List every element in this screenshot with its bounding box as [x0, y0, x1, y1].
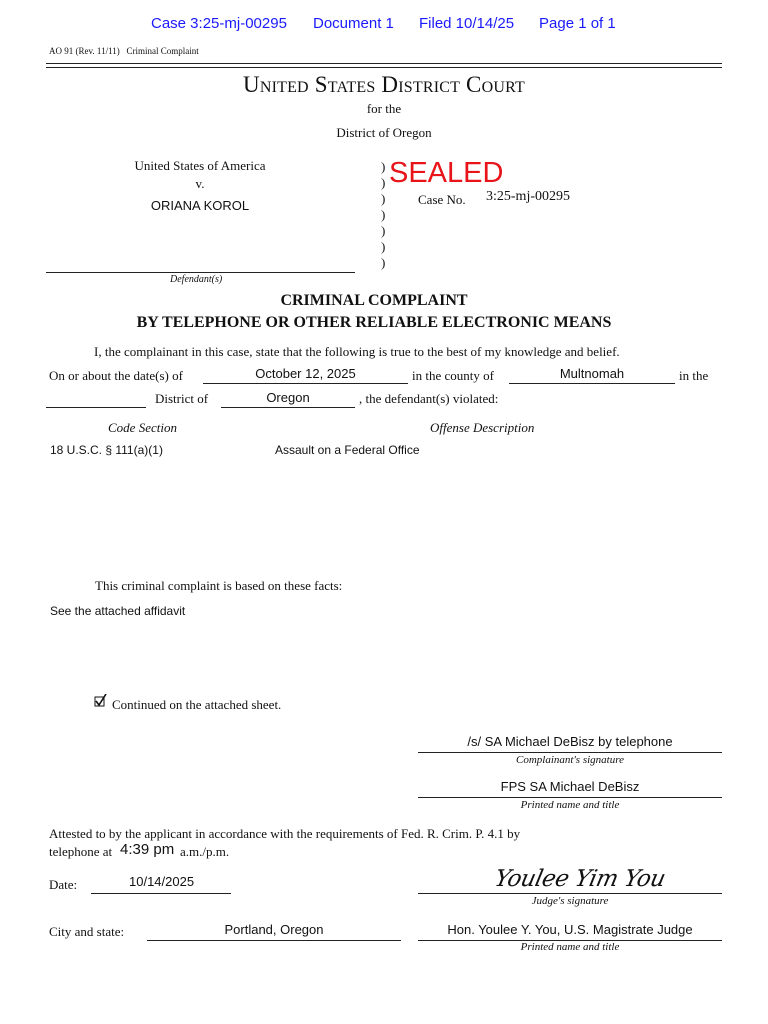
facts-label: This criminal complaint is based on these facts:	[95, 578, 343, 593]
judge-signature-label: Judge's signature	[531, 895, 609, 907]
in-the-label: in the	[679, 368, 709, 383]
header-document: Document 1	[313, 15, 394, 32]
offense-description-value: Assault on a Federal Office	[275, 443, 420, 457]
offense-date-line	[203, 383, 408, 384]
on-about-label: On or about the date(s) of	[49, 368, 183, 383]
caption-paren: )	[381, 207, 386, 222]
date-value: 10/14/2025	[129, 874, 195, 889]
case-no-label: Case No.	[418, 192, 466, 207]
checkbox-checked-icon[interactable]	[94, 694, 108, 708]
county: Multnomah	[559, 366, 625, 381]
complainant-name: FPS SA Michael DeBisz	[500, 779, 640, 794]
city-value: Portland, Oregon	[224, 922, 324, 937]
court-for: for the	[366, 101, 402, 116]
court-district: District of Oregon	[336, 125, 432, 140]
defendant-line	[46, 272, 355, 273]
facts-text: See the attached affidavit	[50, 604, 186, 618]
blank-line	[46, 407, 146, 408]
caption-paren: )	[381, 175, 386, 190]
code-section-header: Code Section	[108, 420, 177, 435]
attest-prefix: telephone at	[49, 844, 113, 859]
header-case: Case 3:25-mj-00295	[151, 15, 287, 32]
judge-name: Hon. Youlee Y. You, U.S. Magistrate Judge	[447, 922, 693, 937]
caption-paren: )	[381, 159, 386, 174]
header-page: Page 1 of 1	[539, 15, 616, 32]
case-no: 3:25-mj-00295	[486, 189, 570, 204]
complainant-name-line	[418, 797, 722, 798]
district-of-label: District of	[155, 391, 209, 406]
sealed-stamp: SEALED	[389, 157, 504, 189]
date-label: Date:	[49, 877, 78, 892]
intro-statement: I, the complainant in this case, state that the following is true to the best of my knowledge and belief.	[94, 344, 620, 359]
caption-paren: )	[381, 223, 386, 238]
title-line-1: CRIMINAL COMPLAINT	[280, 292, 468, 309]
district-field: Oregon	[266, 390, 310, 405]
offense-date: October 12, 2025	[255, 366, 356, 381]
court-title: United States District Court	[243, 72, 525, 97]
title-line-2: BY TELEPHONE OR OTHER RELIABLE ELECTRONIC MEANS	[136, 314, 612, 331]
violated-label: , the defendant(s) violated:	[359, 391, 499, 406]
plaintiff: United States of America	[134, 158, 266, 173]
caption-paren: )	[381, 191, 386, 206]
judge-name-label: Printed name and title	[520, 941, 620, 953]
form-id: AO 91 (Rev. 11/11) Criminal Complaint	[49, 46, 199, 56]
rule-top-1	[46, 63, 722, 64]
defendant-label: Defendant(s)	[170, 274, 223, 285]
city-line	[147, 940, 401, 941]
attest-line-1: Attested to by the applicant in accordance with the requirements of Fed. R. Crim. P. 4.1 by	[49, 826, 521, 841]
judge-signature-line	[418, 893, 722, 894]
caption-paren: )	[381, 239, 386, 254]
offense-description-header: Offense Description	[430, 420, 535, 435]
county-line	[509, 383, 675, 384]
caption-paren: )	[381, 255, 386, 270]
date-line	[91, 893, 231, 894]
complainant-signature-line	[418, 752, 722, 753]
complainant-name-label: Printed name and title	[520, 799, 620, 811]
attest-time: 4:39 pm	[120, 841, 175, 858]
header-filed: Filed 10/14/25	[419, 15, 515, 32]
complainant-signature: /s/ SA Michael DeBisz by telephone	[467, 734, 673, 749]
district-line	[221, 407, 355, 408]
judge-handwritten-signature: Youlee Yim You	[492, 866, 668, 892]
code-section-value: 18 U.S.C. § 111(a)(1)	[50, 443, 163, 457]
continued-label: Continued on the attached sheet.	[112, 697, 282, 712]
attest-suffix: a.m./p.m.	[180, 844, 230, 859]
in-county-label: in the county of	[412, 368, 494, 383]
versus: v.	[195, 176, 205, 191]
defendant-name: ORIANA KOROL	[150, 198, 250, 213]
rule-top-2	[46, 67, 722, 68]
complainant-signature-label: Complainant's signature	[516, 754, 624, 766]
city-label: City and state:	[49, 924, 125, 939]
